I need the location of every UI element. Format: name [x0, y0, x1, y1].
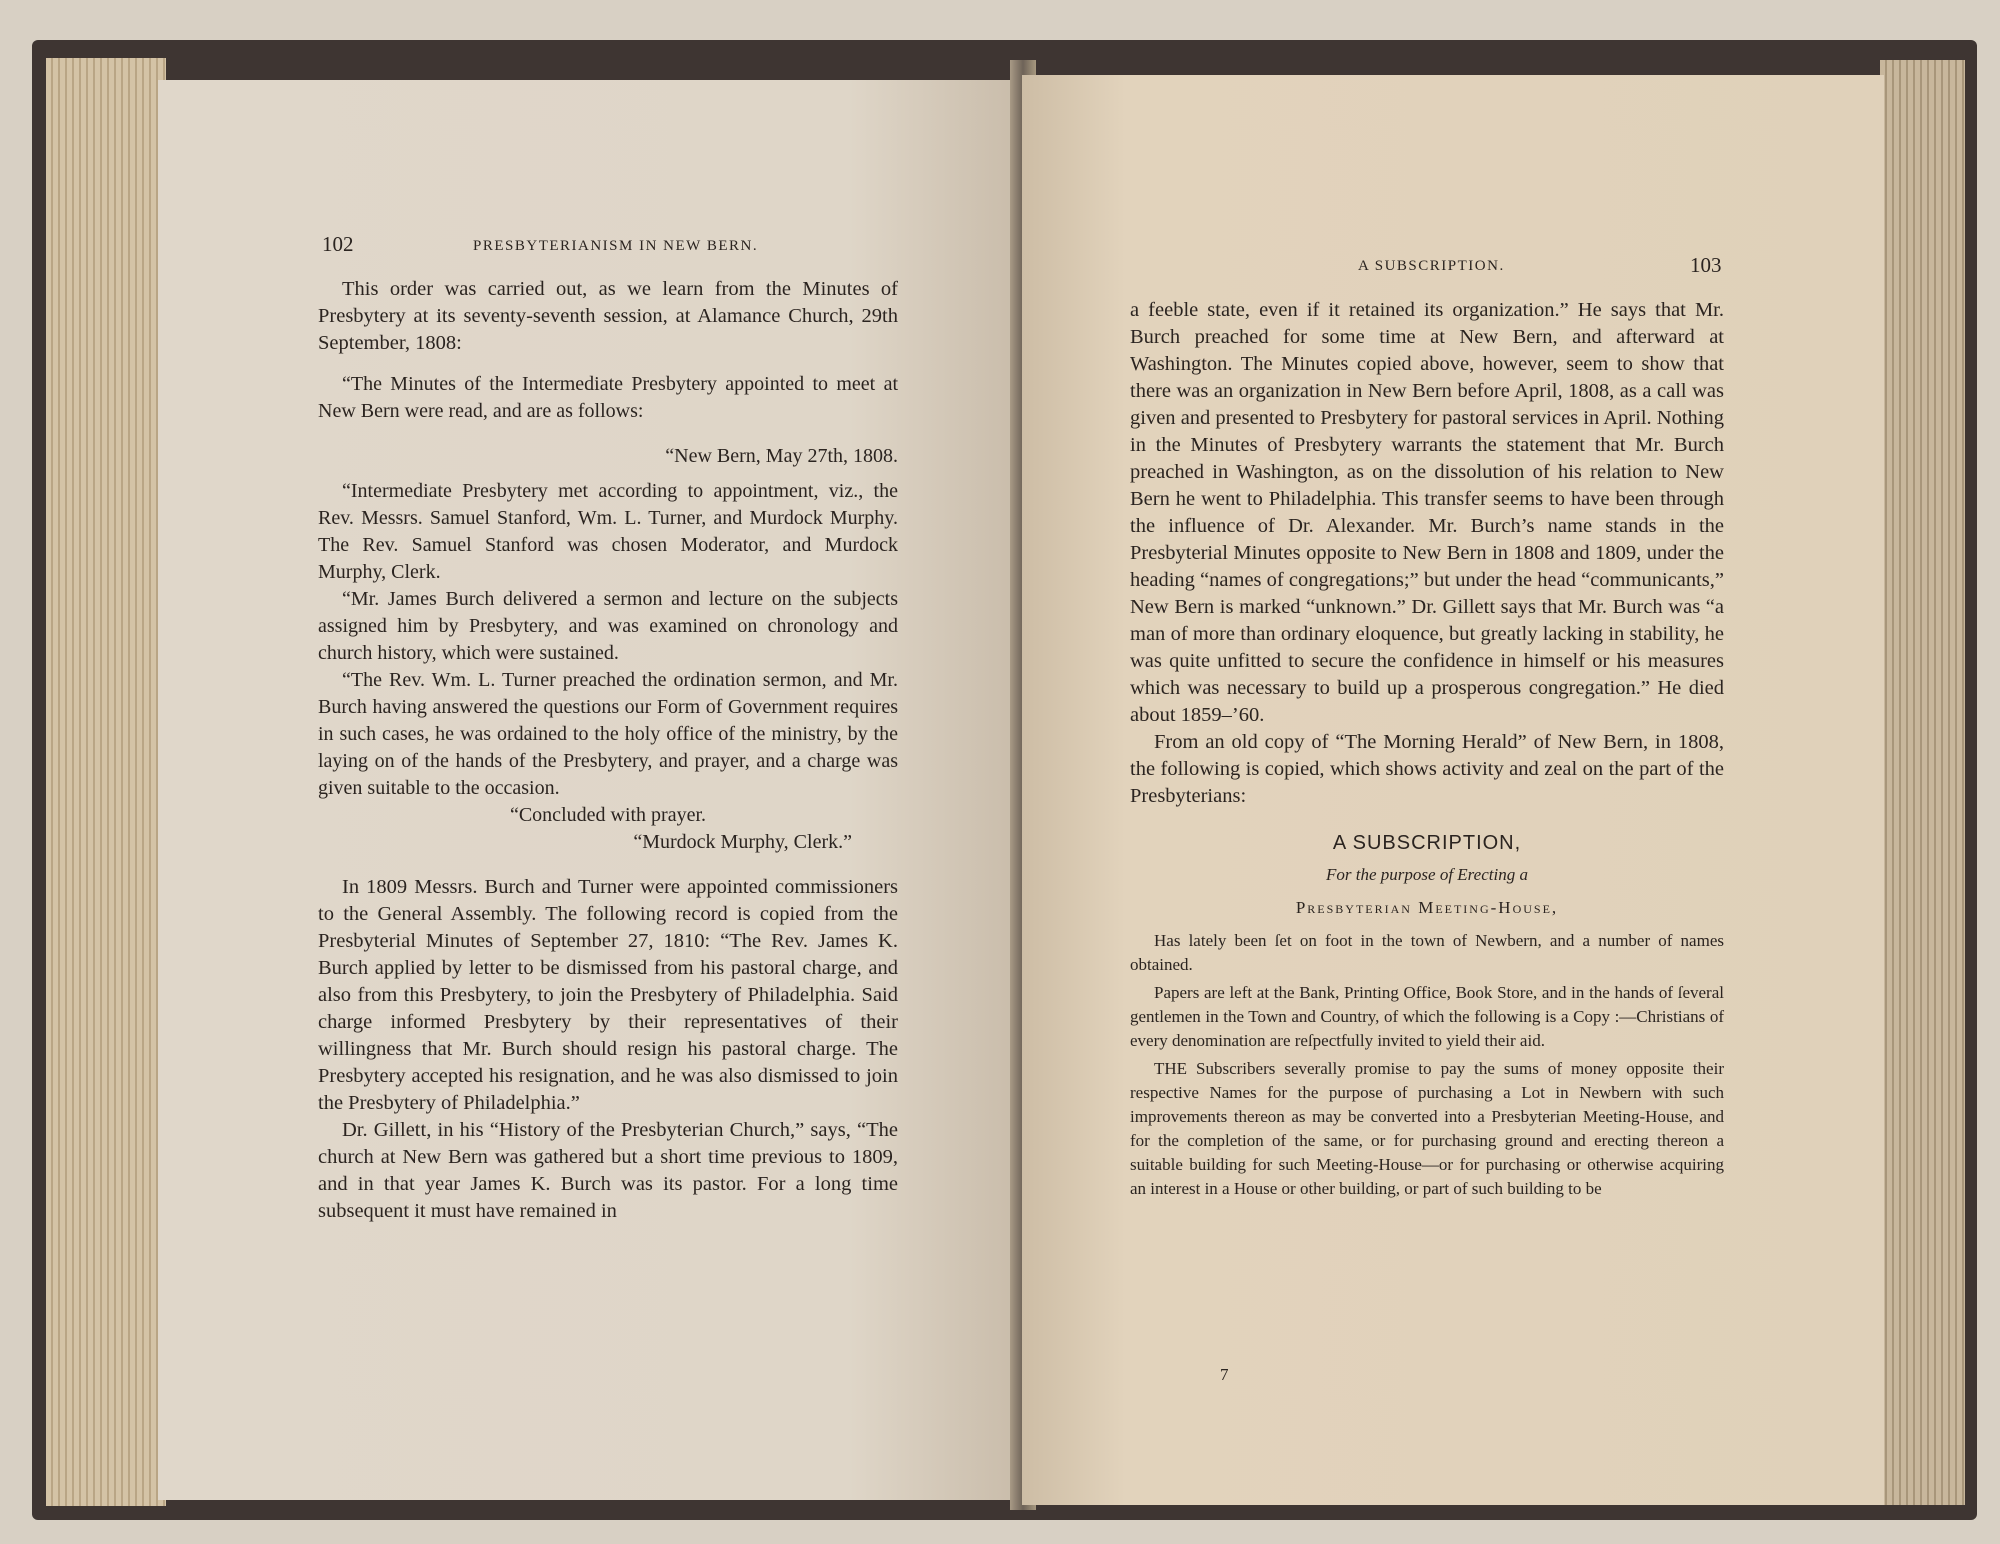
right-para-2: From an old copy of “The Morning Herald” of New Bern, in 1808, the following is copied, which shows activity and zeal on the part of the Presbyterians: [1130, 731, 1724, 807]
left-page-edges [46, 58, 166, 1506]
right-page-number: 103 [1690, 253, 1722, 277]
subscription-meeting-house: Presbyterian Meeting-House, [1295, 898, 1559, 917]
quote-paragraph-1: “Intermediate Presbytery met according to appointment, viz., the Rev. Messrs. Samuel Stanford, Wm. L. Turner, and Murdock Murphy. The Rev. Samuel Stanford was chosen Moderator, and Murdock Murphy, Clerk. [318, 480, 898, 583]
signature-mark: 7 [1220, 1365, 1229, 1384]
left-para-1: This order was carried out, as we learn from the Minutes of Presbytery at its seventy-seventh session, at Alamance Church, 29th September, 1808: [318, 278, 898, 354]
quote-paragraph-3: “The Rev. Wm. L. Turner preached the ordination sermon, and Mr. Burch having answered the questions our Form of Government requires in such cases, he was ordained to the holy office of the ministry, by the laying on of the hands of the Presbytery, and prayer, and a charge was given suitable to the occasion. [318, 669, 898, 799]
left-body [318, 276, 898, 1225]
subscription-para-2: Papers are left at the Bank, Printing Office, Book Store, and in the hands of ſeveral gentlemen in the Town and Country, of which the following is a Copy :—Christians of every denomination are reſpectfully invited to yield their aid. [1130, 983, 1724, 1050]
subscription-purpose: For the purpose of Erecting a [1326, 865, 1528, 884]
right-running-head: A SUBSCRIPTION. [1358, 258, 1505, 274]
right-page-edges [1880, 60, 1965, 1505]
right-body [1130, 297, 1724, 1201]
quote-paragraph-2: “Mr. James Burch delivered a sermon and lecture on the subjects assigned him by Presbytery, and was examined on chronology and church history, which were sustained. [318, 588, 898, 664]
quote-signature: “Murdock Murphy, Clerk.” [633, 831, 852, 853]
left-running-head: PRESBYTERIANISM IN NEW BERN. [473, 238, 759, 254]
subscription-para-3: THE Subscribers severally promise to pay the sums of money opposite their respective Names for the purpose of purchasing a Lot in Newbern with such improvements thereon as may be converted into a Presbyterian Meeting-House, and for the completion of the same, or for purchasing ground and erecting thereon a suitable building for such Meeting-House—or for purchasing or otherwise acquiring an interest in a House or other building, or part of such building to be [1130, 1059, 1724, 1198]
left-page [158, 80, 1020, 1500]
left-para-3: Dr. Gillett, in his “History of the Presbyterian Church,” says, “The church at New Bern was gathered but a short time previous to 1809, and in that year James K. Burch was its pastor. For a long time subsequent it must have remained in [318, 1119, 898, 1222]
left-page-number: 102 [322, 232, 354, 256]
subscription-para-1: Has lately been ſet on foot in the town of Newbern, and a number of names obtained. [1130, 931, 1724, 974]
subscription-title: A SUBSCRIPTION, [1332, 832, 1522, 854]
quote-dateline: “New Bern, May 27th, 1808. [665, 445, 898, 467]
left-para-2: In 1809 Messrs. Burch and Turner were appointed commissioners to the General Assembly. The following record is copied from the Presbyterial Minutes of September 27, 1810: “The Rev. James K. Burch applied by letter to be dismissed from his pastoral charge, and also from this Presbytery, to join the Presbytery of Philadelphia. Said charge informed Presbytery by their representatives of their willingness that Mr. Burch should resign his pastoral charge. The Presbytery accepted his resignation, and he was also dismissed to join the Presbytery of Philadelphia.” [318, 876, 898, 1114]
right-page [1022, 75, 1884, 1505]
right-para-1: a feeble state, even if it retained its organization.” He says that Mr. Burch preached for some time at New Bern, and afterward at Washington. The Minutes copied above, however, seem to show that there was an organization in New Bern before April, 1808, as a call was given and presented to Presbytery for pastoral services in April. Nothing in the Minutes of Presbytery warrants the statement that Mr. Burch preached in Washington, as on the dissolution of his relation to New Bern he went to Philadelphia. This transfer seems to have been through the influence of Dr. Alexander. Mr. Burch’s name stands in the Presbyterial Minutes opposite to New Bern in 1808 and 1809, under the heading “names of congregations;” but under the head “communicants,” New Bern is marked “unknown.” Dr. Gillett says that Mr. Burch was “a man of more than ordinary eloquence, but greatly lacking in stability, he was quite unfitted to secure the confidence in himself or his measures which was necessary to build up a prosperous congregation.” He died about 1859–’60. [1130, 299, 1724, 726]
quote-intro: “The Minutes of the Intermediate Presbytery appointed to meet at New Bern were read, and are as follows: [318, 373, 898, 422]
quote-concluded: “Concluded with prayer. [509, 804, 707, 826]
